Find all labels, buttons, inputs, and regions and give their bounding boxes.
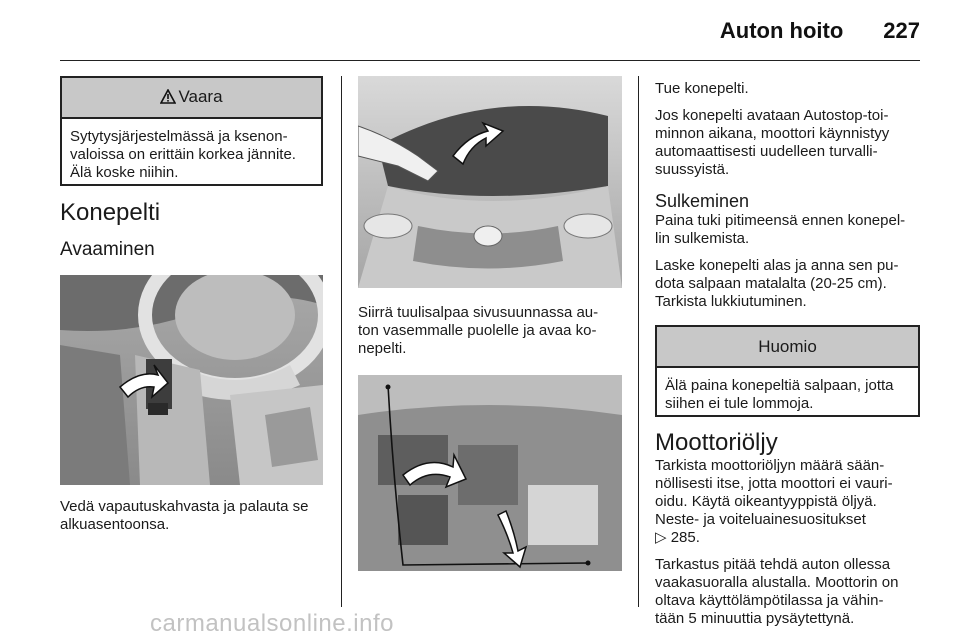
paragraph-check-conditions: Tarkastus pitää tehdä auton ollessa vaakasuoralla alustalla. Moottorin on oltava käyttölämpötilassa ja vähin- tään 5 minuuttia pysäytettynä. [655, 556, 899, 627]
watermark: carmanualsonline.info [150, 610, 394, 637]
section-title-engine-oil: Moottoriöljy [655, 429, 778, 456]
warning-triangle-icon [160, 89, 176, 109]
paragraph-check-oil [655, 457, 920, 547]
notice-box [655, 325, 920, 417]
warning-title: Vaara [178, 87, 223, 106]
subsection-title-opening: Avaaminen [60, 239, 155, 260]
photo-engine-bay [358, 375, 622, 571]
page-header [720, 18, 920, 44]
paragraph-lower-hood: Laske konepelti alas ja anna sen pu- dota salpaan matalalta (20-25 cm). Tarkista lukkiutuminen. [655, 257, 899, 310]
warning-text: Sytytysjärjestelmässä ja ksenon- valoissa on erittäin korkea jännite. Älä koske niihin. [70, 128, 296, 181]
photo1-caption: Vedä vapautuskahvasta ja palauta se alkuasentoonsa. [60, 498, 309, 533]
warning-box [60, 76, 323, 186]
photo-lifting-hood [358, 76, 622, 288]
header-divider [60, 60, 920, 61]
column-divider-1 [341, 76, 342, 607]
header-title: Auton hoito [719, 18, 844, 43]
check-oil-text: Tarkista moottoriöljyn määrä sään- nöllisesti itse, jotta moottori ei vauri- oidu. Käytä oikeantyyppistä öljyä. Neste- ja voiteluainesuositukset [655, 457, 893, 528]
column-divider-2 [638, 76, 639, 607]
subsection-title-closing: Sulkeminen [655, 191, 750, 211]
paragraph-support-hood: Tue konepelti. [655, 80, 749, 97]
column-left [60, 76, 323, 534]
column-right [655, 76, 920, 628]
paragraph-press-support: Paina tuki pitimeensä ennen konepel- lin sulkemista. [655, 212, 906, 247]
photo-release-handle [60, 275, 323, 485]
notice-text: Älä paina konepeltiä salpaan, jotta siihen ei tule lommoja. [665, 377, 894, 412]
notice-header: Huomio [657, 327, 918, 368]
column-middle [358, 76, 622, 571]
reference-link[interactable]: ▷ 285. [655, 529, 700, 546]
photo2-caption: Siirrä tuulisalpaa sivusuunnassa au- ton vasemmalle puolelle ja avaa ko- nepelti. [358, 304, 599, 357]
warning-header [62, 78, 321, 119]
page-number: 227 [883, 18, 920, 43]
paragraph-autostop: Jos konepelti avataan Autostop-toi- minnon aikana, moottori käynnistyy automaattisesti uudelleen turvalli- suussyistä. [655, 107, 890, 178]
section-title-hood: Konepelti [60, 199, 161, 226]
